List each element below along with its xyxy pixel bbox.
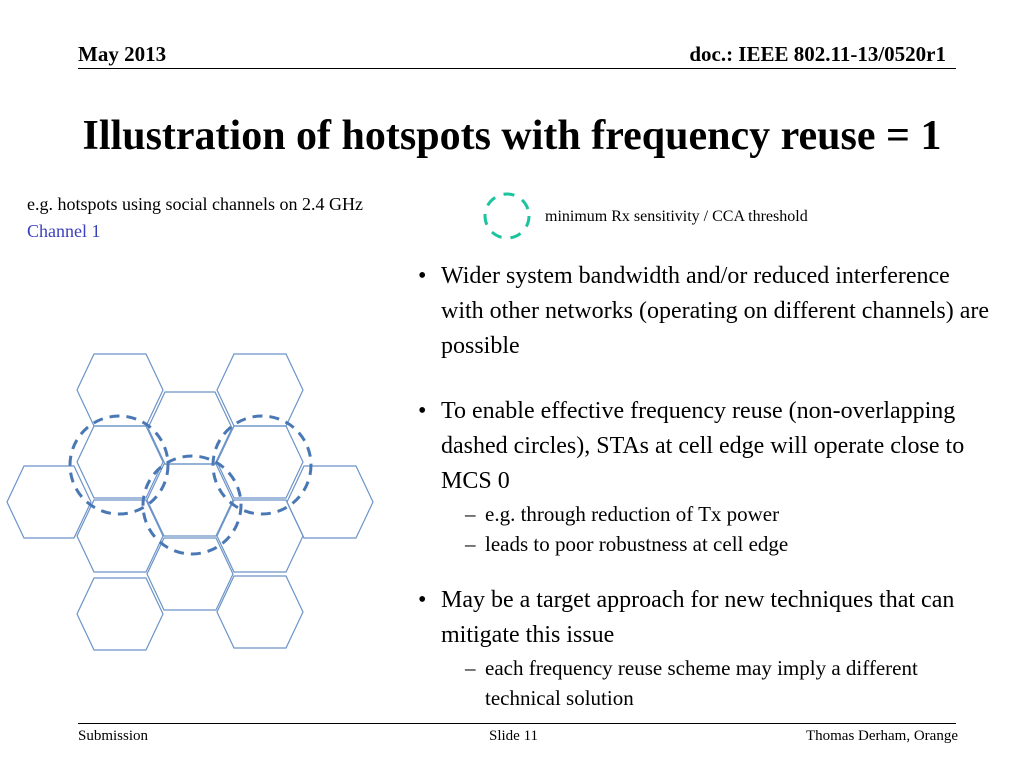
bullet-item xyxy=(418,259,993,364)
footer-slide-number: Slide 11 xyxy=(489,728,539,744)
coverage-circle xyxy=(143,456,241,554)
slide-title: Illustration of hotspots with frequency reuse = 1 xyxy=(82,113,942,159)
bullet-item xyxy=(418,394,993,499)
footer-left: Submission xyxy=(78,728,149,744)
bullet-item xyxy=(418,583,993,653)
legend-text: minimum Rx sensitivity / CCA threshold xyxy=(545,208,808,225)
hexagon-cell xyxy=(77,426,163,498)
hexagon-cell xyxy=(147,464,233,536)
bullet-text: Wider system bandwidth and/or reduced interference with other networks (operating on different channels) are possible xyxy=(441,263,990,359)
hexagon-cell xyxy=(148,392,232,464)
header-date: May 2013 xyxy=(78,42,167,66)
header-doc-id: doc.: IEEE 802.11-13/0520r1 xyxy=(689,42,946,66)
channel-label: Channel 1 xyxy=(27,221,101,241)
hexagon-cell xyxy=(217,500,303,572)
bullet-symbol: • xyxy=(418,398,427,424)
sub-bullet-text: leads to poor robustness at cell edge xyxy=(485,532,789,556)
hexagon-cell xyxy=(77,578,163,650)
bullet-text: To enable effective frequency reuse (non-overlapping dashed circles), STAs at cell edge will operate close to MCS 0 xyxy=(441,398,965,494)
bullet-text: May be a target approach for new techniques that can mitigate this issue xyxy=(441,587,955,648)
coverage-circle xyxy=(213,416,311,514)
hexagon-cell xyxy=(217,426,303,498)
sub-bullet-text: e.g. through reduction of Tx power xyxy=(485,502,780,526)
hexagon-cell xyxy=(7,466,91,538)
hexagon-cell xyxy=(287,466,373,538)
footer-author: Thomas Derham, Orange xyxy=(805,728,958,744)
legend-circle-icon xyxy=(485,194,529,238)
bullet-symbol: • xyxy=(418,263,427,289)
sub-bullet-item xyxy=(418,529,993,559)
hexagon-cell xyxy=(77,500,163,572)
coverage-circle xyxy=(70,416,168,514)
example-line: e.g. hotspots using social channels on 2.4 GHz xyxy=(27,194,363,214)
dash-symbol: – xyxy=(465,532,476,556)
sub-bullet-item xyxy=(418,653,945,713)
bullet-symbol: • xyxy=(418,587,427,613)
dash-symbol: – xyxy=(465,656,476,680)
hexagon-cell xyxy=(147,538,233,610)
dash-symbol: – xyxy=(465,502,476,526)
sub-bullet-item xyxy=(418,499,993,529)
footer-rule xyxy=(78,723,956,724)
hexagon-cell xyxy=(77,354,163,426)
sub-bullet-text: each frequency reuse scheme may imply a different technical solution xyxy=(485,656,918,710)
hexagon-grid xyxy=(7,354,373,650)
bullet-list xyxy=(418,259,993,713)
hexagon-cell xyxy=(217,576,303,648)
